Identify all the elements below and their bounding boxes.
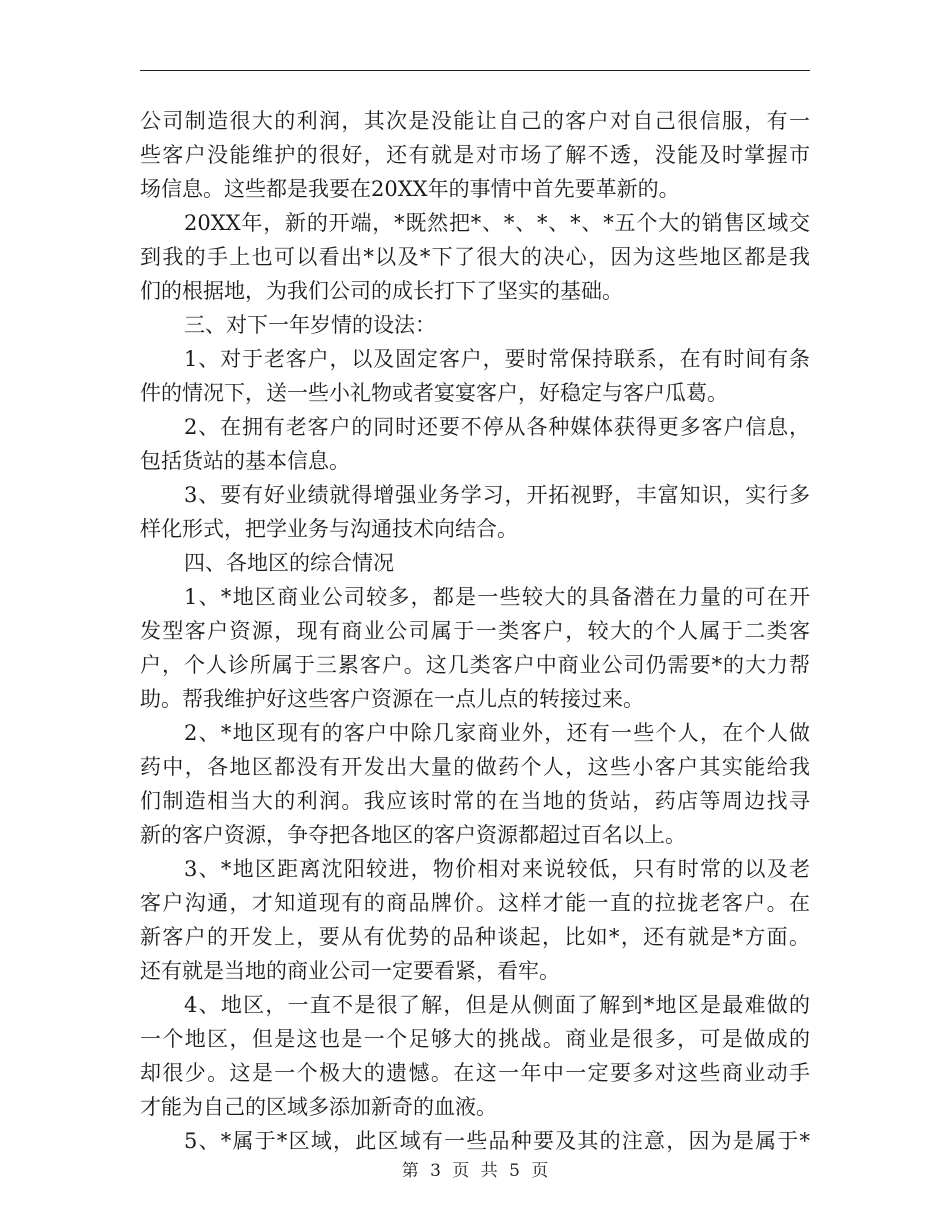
body-line: 公司制造很大的利润，其次是没能让自己的客户对自己很信服，有一: [140, 109, 810, 133]
body-line: 1、对于老客户，以及固定客户，要时常保持联系，在有时间有条: [184, 347, 810, 371]
body-line: 新客户的开发上，要从有优势的品种谈起，比如*，还有就是*方面。: [140, 925, 810, 949]
page-footer: 第 3 页 共 5 页: [401, 1161, 549, 1181]
body-line: 样化形式，把学业务与沟通技术向结合。: [140, 517, 518, 541]
body-line: 件的情况下，送一些小礼物或者宴宴客户，好稳定与客户瓜葛。: [140, 381, 728, 405]
body-line: 还有就是当地的商业公司一定要看紧，看牢。: [140, 959, 560, 983]
body-line: 些客户没能维护的很好，还有就是对市场了解不透，没能及时掌握市: [140, 143, 810, 167]
document-body: [140, 104, 810, 1158]
body-line: 发型客户资源，现有商业公司属于一类客户，较大的个人属于二类客: [140, 619, 810, 643]
body-line: 才能为自己的区域多添加新奇的血液。: [140, 1095, 497, 1119]
body-line: 2、*地区现有的客户中除几家商业外，还有一些个人，在个人做: [184, 721, 810, 745]
body-line: 2、在拥有老客户的同时还要不停从各种媒体获得更多客户信息，: [184, 415, 810, 439]
body-line: 们制造相当大的利润。我应该时常的在当地的货站，药店等周边找寻: [140, 789, 810, 813]
body-line: 4、地区，一直不是很了解，但是从侧面了解到*地区是最难做的: [184, 993, 810, 1017]
body-line: 一个地区，但是这也是一个足够大的挑战。商业是很多，可是做成的: [140, 1027, 810, 1051]
header-rule: [140, 70, 810, 71]
body-line: 新的客户资源，争夺把各地区的客户资源都超过百名以上。: [140, 823, 686, 847]
body-line: 包括货站的基本信息。: [140, 449, 350, 473]
body-line: 助。帮我维护好这些客户资源在一点儿点的转接过来。: [140, 687, 644, 711]
body-line: 药中，各地区都没有开发出大量的做药个人，这些小客户其实能给我: [140, 755, 810, 779]
body-line: 客户沟通，才知道现有的商品牌价。这样才能一直的拉拢老客户。在: [140, 891, 810, 915]
body-line: 5、*属于*区域，此区域有一些品种要及其的注意，因为是属于*: [184, 1129, 810, 1153]
body-line: 却很少。这是一个极大的遗憾。在这一年中一定要多对这些商业动手: [140, 1061, 810, 1085]
section-heading: 四、各地区的综合情况: [184, 551, 394, 575]
body-line: 户，个人诊所属于三累客户。这几类客户中商业公司仍需要*的大力帮: [140, 653, 810, 677]
body-line: 1、*地区商业公司较多，都是一些较大的具备潜在力量的可在开: [184, 585, 810, 609]
body-line: 场信息。这些都是我要在20XX年的事情中首先要革新的。: [140, 177, 680, 201]
body-line: 到我的手上也可以看出*以及*下了很大的决心，因为这些地区都是我: [140, 245, 810, 269]
body-line: 3、*地区距离沈阳较进，物价相对来说较低，只有时常的以及老: [184, 857, 810, 881]
body-line: 们的根据地，为我们公司的成长打下了坚实的基础。: [140, 279, 623, 303]
body-line: 3、要有好业绩就得增强业务学习，开拓视野，丰富知识，实行多: [184, 483, 810, 507]
body-line: 20XX年，新的开端，*既然把*、*、*、*、*五个大的销售区域交: [184, 211, 810, 235]
section-heading: 三、对下一年岁情的设法：: [184, 313, 436, 337]
